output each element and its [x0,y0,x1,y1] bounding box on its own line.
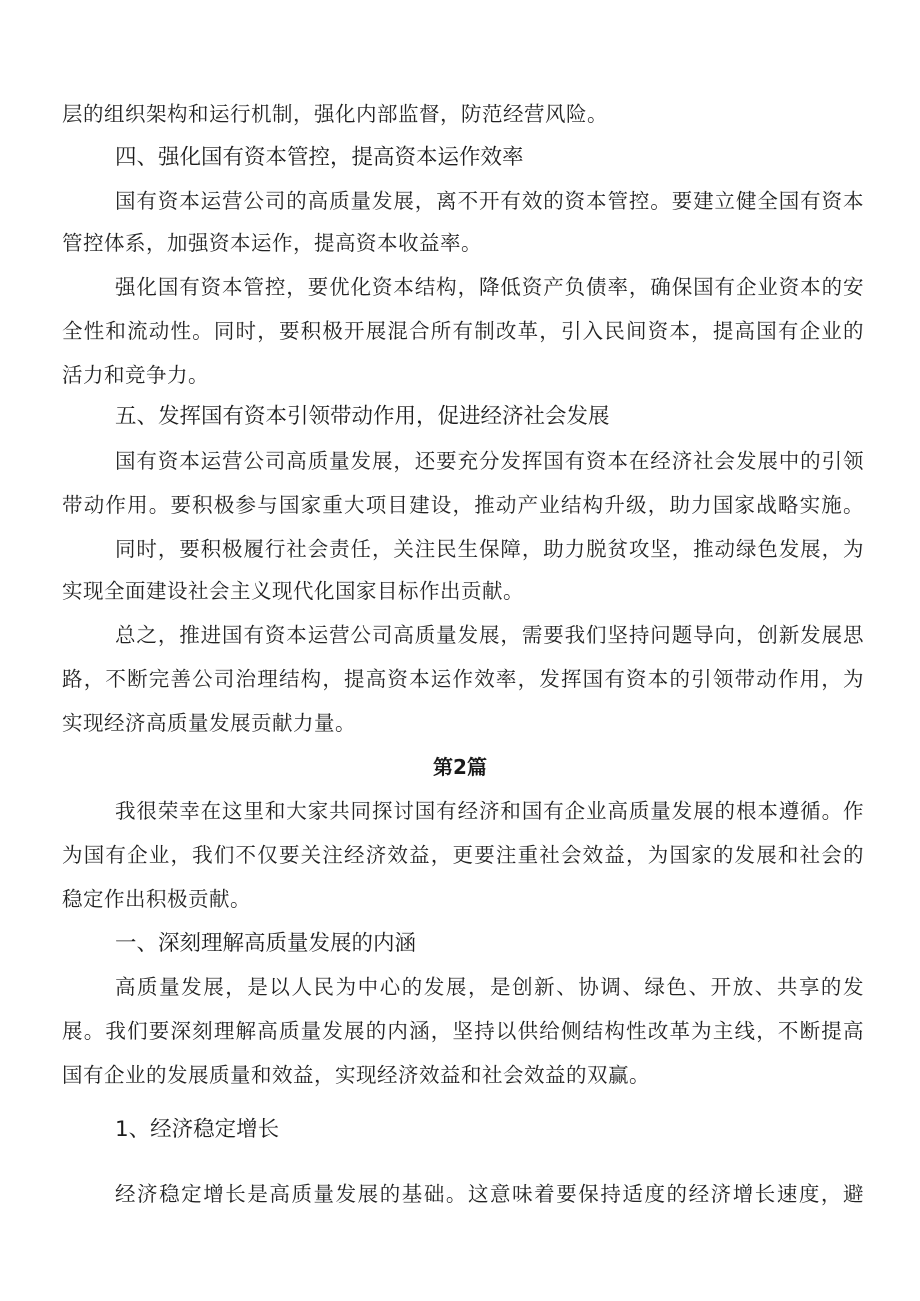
paragraph-line: 国有资本运营公司的高质量发展，离不开有效的资本管控。要建立健全国有资本 [115,189,864,213]
paragraph-line: 全性和流动性。同时，要积极开展混合所有制改革，引入民间资本，提高国有企业的 [62,319,864,343]
section-heading-4: 四、强化国有资本管控，提高资本运作效率 [115,145,524,170]
paragraph-line: 我很荣幸在这里和大家共同探讨国有经济和国有企业高质量发展的根本遵循。作 [115,799,864,823]
paragraph-line: 实现经济高质量发展贡献力量。 [62,711,356,735]
paragraph-line: 经济稳定增长是高质量发展的基础。这意味着要保持适度的经济增长速度，避 [115,1182,864,1206]
paragraph-line: 为国有企业，我们不仅要关注经济效益，更要注重社会效益，为国家的发展和社会的 [62,843,864,867]
paragraph-line: 层的组织架构和运行机制，强化内部监督，防范经营风险。 [62,102,608,126]
chapter-title: 第2篇 [433,755,487,779]
paragraph-line: 路，不断完善公司治理结构，提高资本运作效率，发挥国有资本的引领带动作用，为 [62,667,864,691]
paragraph-line: 带动作用。要积极参与国家重大项目建设，推动产业结构升级，助力国家战略实施。 [62,493,864,517]
paragraph-line: 展。我们要深刻理解高质量发展的内涵，坚持以供给侧结构性改革为主线，不断提高 [62,1019,864,1043]
section-heading-1: 一、深刻理解高质量发展的内涵 [115,931,417,956]
section-heading-5: 五、发挥国有资本引领带动作用，促进经济社会发展 [115,404,610,429]
paragraph-line: 实现全面建设社会主义现代化国家目标作出贡献。 [62,579,524,603]
paragraph-line: 稳定作出积极贡献。 [62,887,251,911]
paragraph-line: 活力和竞争力。 [62,363,209,387]
paragraph-line: 管控体系，加强资本运作，提高资本收益率。 [62,231,482,255]
paragraph-line: 高质量发展，是以人民为中心的发展，是创新、协调、绿色、开放、共享的发 [115,975,864,999]
paragraph-line: 同时，要积极履行社会责任，关注民生保障，助力脱贫攻坚，推动绿色发展，为 [115,537,864,561]
paragraph-line: 强化国有资本管控，要优化资本结构，降低资产负债率，确保国有企业资本的安 [115,275,864,299]
paragraph-line: 国有资本运营公司高质量发展，还要充分发挥国有资本在经济社会发展中的引领 [115,449,864,473]
paragraph-line: 总之，推进国有资本运营公司高质量发展，需要我们坚持问题导向，创新发展思 [115,623,864,647]
paragraph-line: 国有企业的发展质量和效益，实现经济效益和社会效益的双赢。 [62,1063,650,1087]
subsection-heading: 1、经济稳定增长 [115,1117,280,1142]
